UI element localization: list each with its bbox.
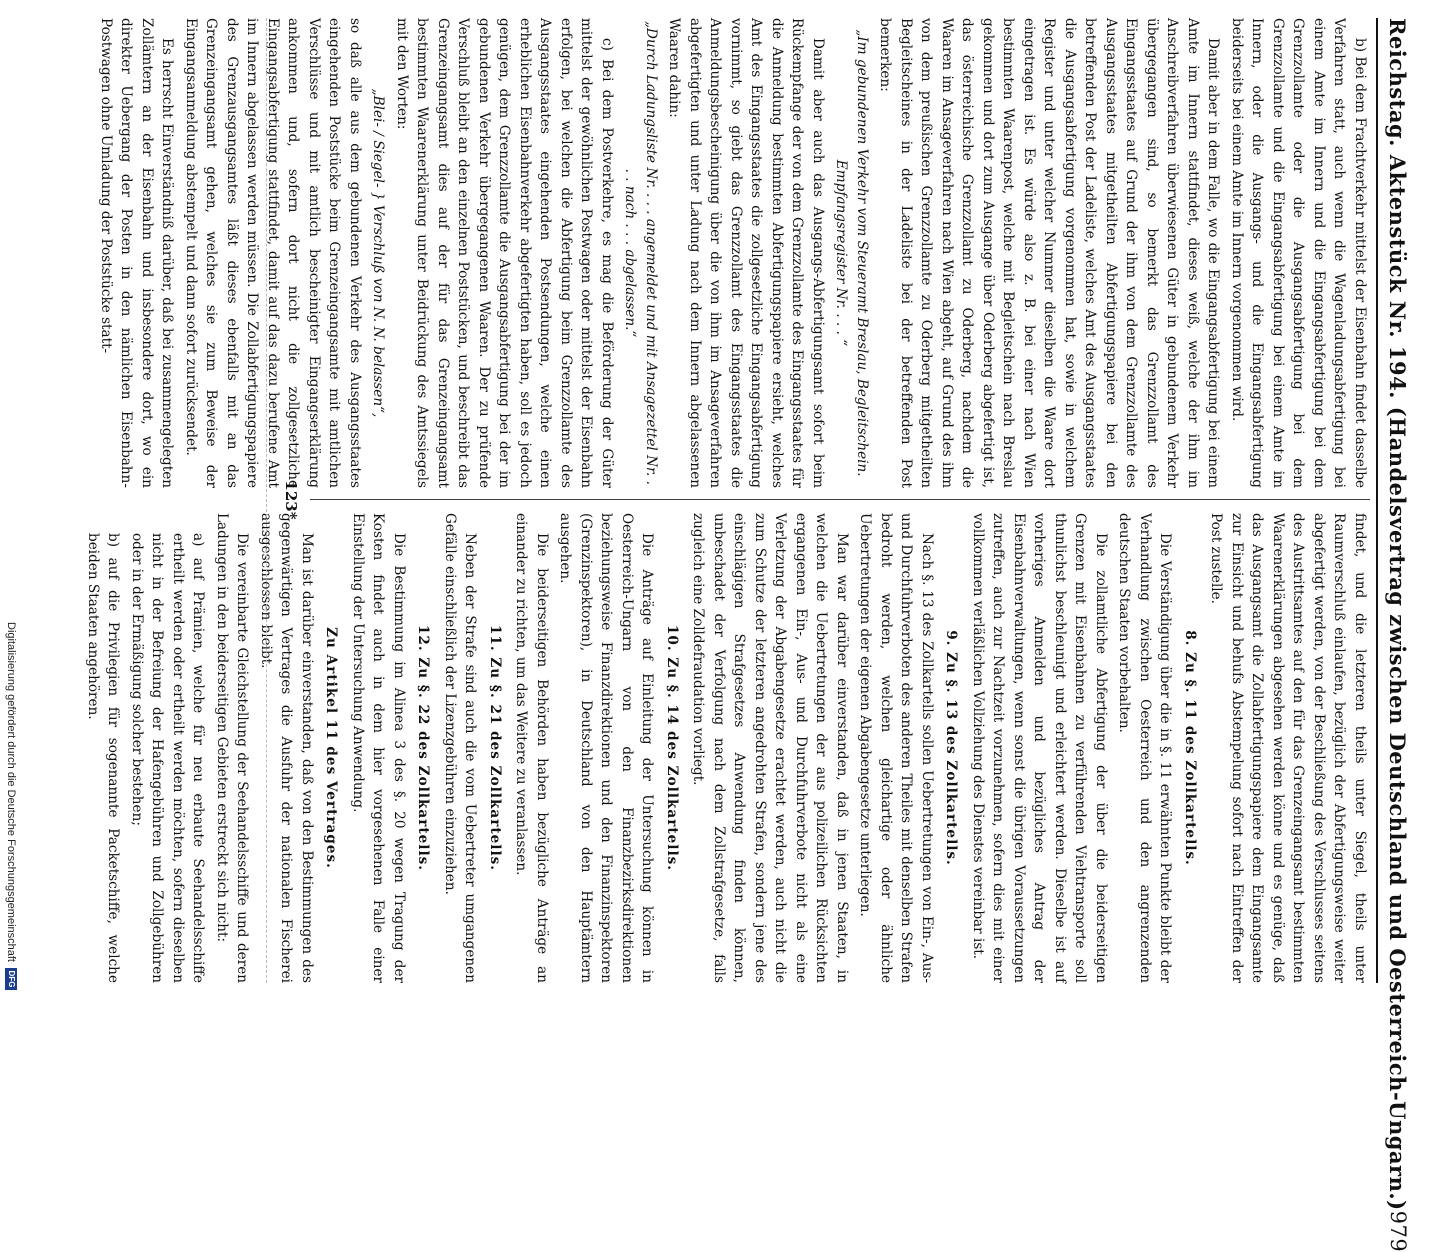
digitization-credit: Digitalisierung gefördert durch die Deutsche Forschungsgemeinschaft [5, 622, 17, 962]
section-heading: 10. Zu §. 14 des Zollkartells. [664, 624, 680, 872]
quoted-formula: „Im gebundenen Verkehr vom Steueramt Breslau, Begleitschein. Empfangsregister Nr. . . . “ [833, 29, 870, 477]
paragraph: c) Bei dem Postverkehre, es mag die Beförderung der Güter mittelst der gewöhnlichen Postwagen oder mittelst der Eisenbahn erfolgen, bei welchen die Abfertigung beim Grenzzollamte des Ausgangsstaates eingehenden Postsendungen, welche einen erheblichen Eisenbahnverkehr abgefertigten haben, soll es jedoch genügen, dem Grenzzollamte die Ausgangsabfertigung bei der im gebundenen Verkehr übergegangenen Waaren. Der zu prüfende Verschluß bleibt an den einzelnen Poststücken, und beschreibt das Grenzeingangsamt dies auf der für das Grenzeingangsamt bestimmten Waarenerklärung unter Beidrückung des Amtssiegels mit den Worten: [394, 18, 615, 488]
quoted-formula: „Blei- / Siegel- } Verschluß von N. N. belassen“, [370, 88, 387, 418]
page-number: 979 [1386, 1210, 1410, 1252]
paragraph: Man war darüber einverstanden, daß in jenen Staaten, in welchen die Uebertretungen der aus polizeilichen Rücksichten ergangenen Ein-, Aus- und Durchfuhrverbote nicht als eine Verletzung der Abgabengesetze erachtet werden, auch nicht die zum Schutze der letzteren angedrohten Strafen, sondern jene des einschlägigen Strafgesetzes Anwendung finden können, unbeschadet der Verfolgung nach dem Zollstrafgesetze, falls zugleich eine Zolldefraudation vorliegt. [690, 513, 850, 983]
paragraph: Die Verständigung über die in §. 11 erwähnten Punkte bleibt der Verhandlung zwischen Oesterreich und den angrenzenden deutschen Staaten vorbehalten. [1116, 513, 1174, 983]
paragraph: Es herrscht Einverständniß darüber, daß bei zusammengelegten Zollämtern an der Eisenbahn und insbesondere dort, wo ein direkter Uebergang der Posten in den nämlichen Eisenbahn-Postwagen ohne Umladung der Poststücke statt- [98, 18, 176, 488]
paragraph: Die zollamtliche Abfertigung der über die beiderseitigen Grenzen mit Eisenbahnen zu verführenden Viehtransporte soll thunlichst beschleunigt und erleichtert werden. Dieselbe ist auf vorheriges Anmelden und bezügliches Antrag der Eisenbahnverwaltungen, wenn sonst die übrigen Voraussetzungen zutreffen, auch zur Nachtzeit vorzunehmen, sofern dies mit einer vollkommen verläßlichen Vollziehung des Dienstes vereinbar ist. [970, 513, 1109, 983]
list-item: b) auf die Privilegien für sogenannte Packetschiffe, welche beiden Staaten angehören. [85, 533, 122, 983]
bottom-rule [266, 18, 267, 983]
left-column [98, 18, 1370, 488]
paragraph: Damit aber auch das Ausgangs-Abfertigungsamt sofort beim Rückempfange der von dem Grenzzollamte des Eingangsstaates für die Anmeldung bestimmten Abfertigungspapiere ersieht, welches Amt des Eingangsstaates die zollgesetzliche Eingangsabfertigung vornimmt, so giebt das Grenzzollamt des Eingangsstaates die Anmeldungsbescheinigung über die von ihm im Ansageverfahren abgefertigten und unter Ladung nach dem Innern abgelassenen Waaren dahin: [666, 18, 826, 488]
digitization-note [2, 0, 20, 1000]
right-column [85, 513, 1370, 983]
paragraph: Neben der Strafe sind auch die vom Uebertreter umgangenen Gefälle einschließlich der Lizenzgebühren einzuziehen. [442, 513, 479, 983]
list-item: a) auf Prämien, welche für neu erbaute Seehandelsschiffe ertheilt werden oder ertheilt werden möchten, sofern dieselben nicht in der Befreiung der Hafengebühren und Zollgebühren oder in der Ermäßigung solcher bestehen; [129, 533, 207, 983]
section-heading: 11. Zu §. 21 des Zollkartells. [487, 624, 503, 872]
section-heading: 9. Zu §. 13 des Zollkartells. [943, 630, 960, 866]
paragraph: so daß alle aus dem gebundenen Verkehr des Ausgangsstaates eingehenden Poststücke beim Grenzeingangsamte mit amtlichen Verschlüsse und mit amtlich bescheinigter Eingangserklärung ankommen und, sofern dort nicht die zollgesetzliche Eingangsabfertigung stattfindet, damit auf das dazu berufene Amt im Innern abgelassen werden müssen. Die Zollabfertigungspapiere des Grenzausgangsamtes läßt dieses ebenfalls mit an das Grenzeingangsamt gehen, welches sie zum Beweise der Eingangsanmeldung abstempelt und dann sofort zurücksendet. [183, 18, 363, 488]
running-header [1376, 18, 1418, 1252]
quoted-formula: „Durch Ladungsliste Nr. . . . angemeldet und mit Ansagezettel Nr. . . . nach . . . abgelassen.“ [622, 21, 659, 485]
running-title: Reichstag. Aktenstück Nr. 194. (Handelsvertrag zwischen Deutschland und Oesterreich-Ungarn.) [1385, 18, 1411, 1211]
paragraph: Die beiderseitigen Behörden haben bezügliche Anträge an einander zu richten, um das Weitere zu veranlassen. [513, 513, 550, 983]
section-heading: Zu Artikel 11 des Vertrages. [323, 627, 340, 869]
dfg-logo-icon: DFG [5, 968, 17, 990]
paragraph: Die vereinbarte Gleichstellung der Seehandelsschiffe und deren Ladungen in den beiderseitigen Gebieten erstreckt sich nicht: [214, 513, 251, 983]
column-divider [310, 499, 1370, 500]
section-heading: 8. Zu §. 11 des Zollkartells. [1182, 630, 1198, 866]
section-heading: 12. Zu §. 22 des Zollkartells. [415, 624, 432, 872]
paragraph: Damit aber in dem Falle, wo die Eingangsabfertigung bei einem Amte im Innern stattfindet, dieses weiß, welche der ihm im Anschreibverfahren überwiesenen Güter in gebundenem Verkehr übergegangen sind, so bemerkt das Grenzzollamt des Eingangsstaates auf Grund der ihm von dem Grenzzollamte des Ausgangsstaates mitgetheilten Abfertigungspapiere bei den betreffenden Post der Ladeliste, welches Amt des Ausgangsstaates die Ausgangsabfertigung vorgenommen hat, sowie in welchem Register und unter welcher Nummer dieselben die Waare dort eingetragen ist. Es würde also z. B. bei einer nach Wien bestimmten Waarenpost, welche mit Begleitschein nach Breslau gekommen und dort zum Ausgange über Oderberg abgefertigt ist, das österreichische Grenzzollamt zu Oderberg, nachdem die Waaren im Ansageverfahren nach Wien abgeht, auf Grund des ihm von dem preußischen Grenzzollamte zu Oderberg mitgetheilten Begleitscheines in der Ladeliste bei der betreffenden Post bemerken: [877, 18, 1222, 488]
paragraph: Die Bestimmung im Alinea 3 des §. 20 wegen Tragung der Kosten findet auch in dem hier vorgesehenen Falle einer Einstellung der Untersuchung Anwendung. [350, 513, 407, 983]
paragraph: findet, und die letzteren theils unter Siegel, theils unter Raumverschluß einlaufen, bezüglich der Abfertigungsweise weiter abgefertigt werden, von der Beschließung des Verschlusses seitens des Austrittsamtes auf den für das Grenzeingangsamt bestimmten Waarenerklärungen abgesehen werden könne und es genüge, daß das Ausgangsamt die Zollabfertigungspapiere dem Eingangsamte zur Einsicht und behufs Abstempelung sofort nach Eintreffen der Post zustelle. [1208, 513, 1368, 983]
paragraph: Die Anträge auf Einleitung der Untersuchung können in Oesterreich-Ungarn von den Finanzbezirksdirektionen beziehungsweise Finanzdirektionen und den Finanzinspektoren (Grenzinspektoren), in Deutschland von den Hauptämtern ausgehen. [557, 513, 656, 983]
paragraph: Nach §. 13 des Zollkartells sollen Uebertretungen von Ein-, Aus- und Durchfuhrverboten des anderen Theiles mit denselben Strafen bedroht werden, welchen gleichartige oder ähnliche Uebertretungen der eigenen Abgabengesetze unterliegen. [857, 513, 935, 983]
paragraph: Man ist darüber einverstanden, daß von den Bestimmungen des gegenwärtigen Vertrages die Ausfuhr der nationalen Fischerei ausgeschlossen bleibt. [258, 513, 315, 983]
signature-mark: 123* [282, 480, 300, 520]
paragraph: b) Bei dem Frachtverkehr mittelst der Eisenbahn findet dasselbe Verfahren statt, auch wenn die Wagenladungsabfertigung bei einem Amte im Innern und die Eingangsabfertigung bei dem Grenzzollamte oder die Ausgangsabfertigung bei dem Grenzzollamte und die Eingangsabfertigung bei einem Amte im Innern, oder die Ausgangs- und die Eingangsabfertigung beiderseits bei einem Amte im Innern vorgenommen wird. [1229, 18, 1368, 488]
